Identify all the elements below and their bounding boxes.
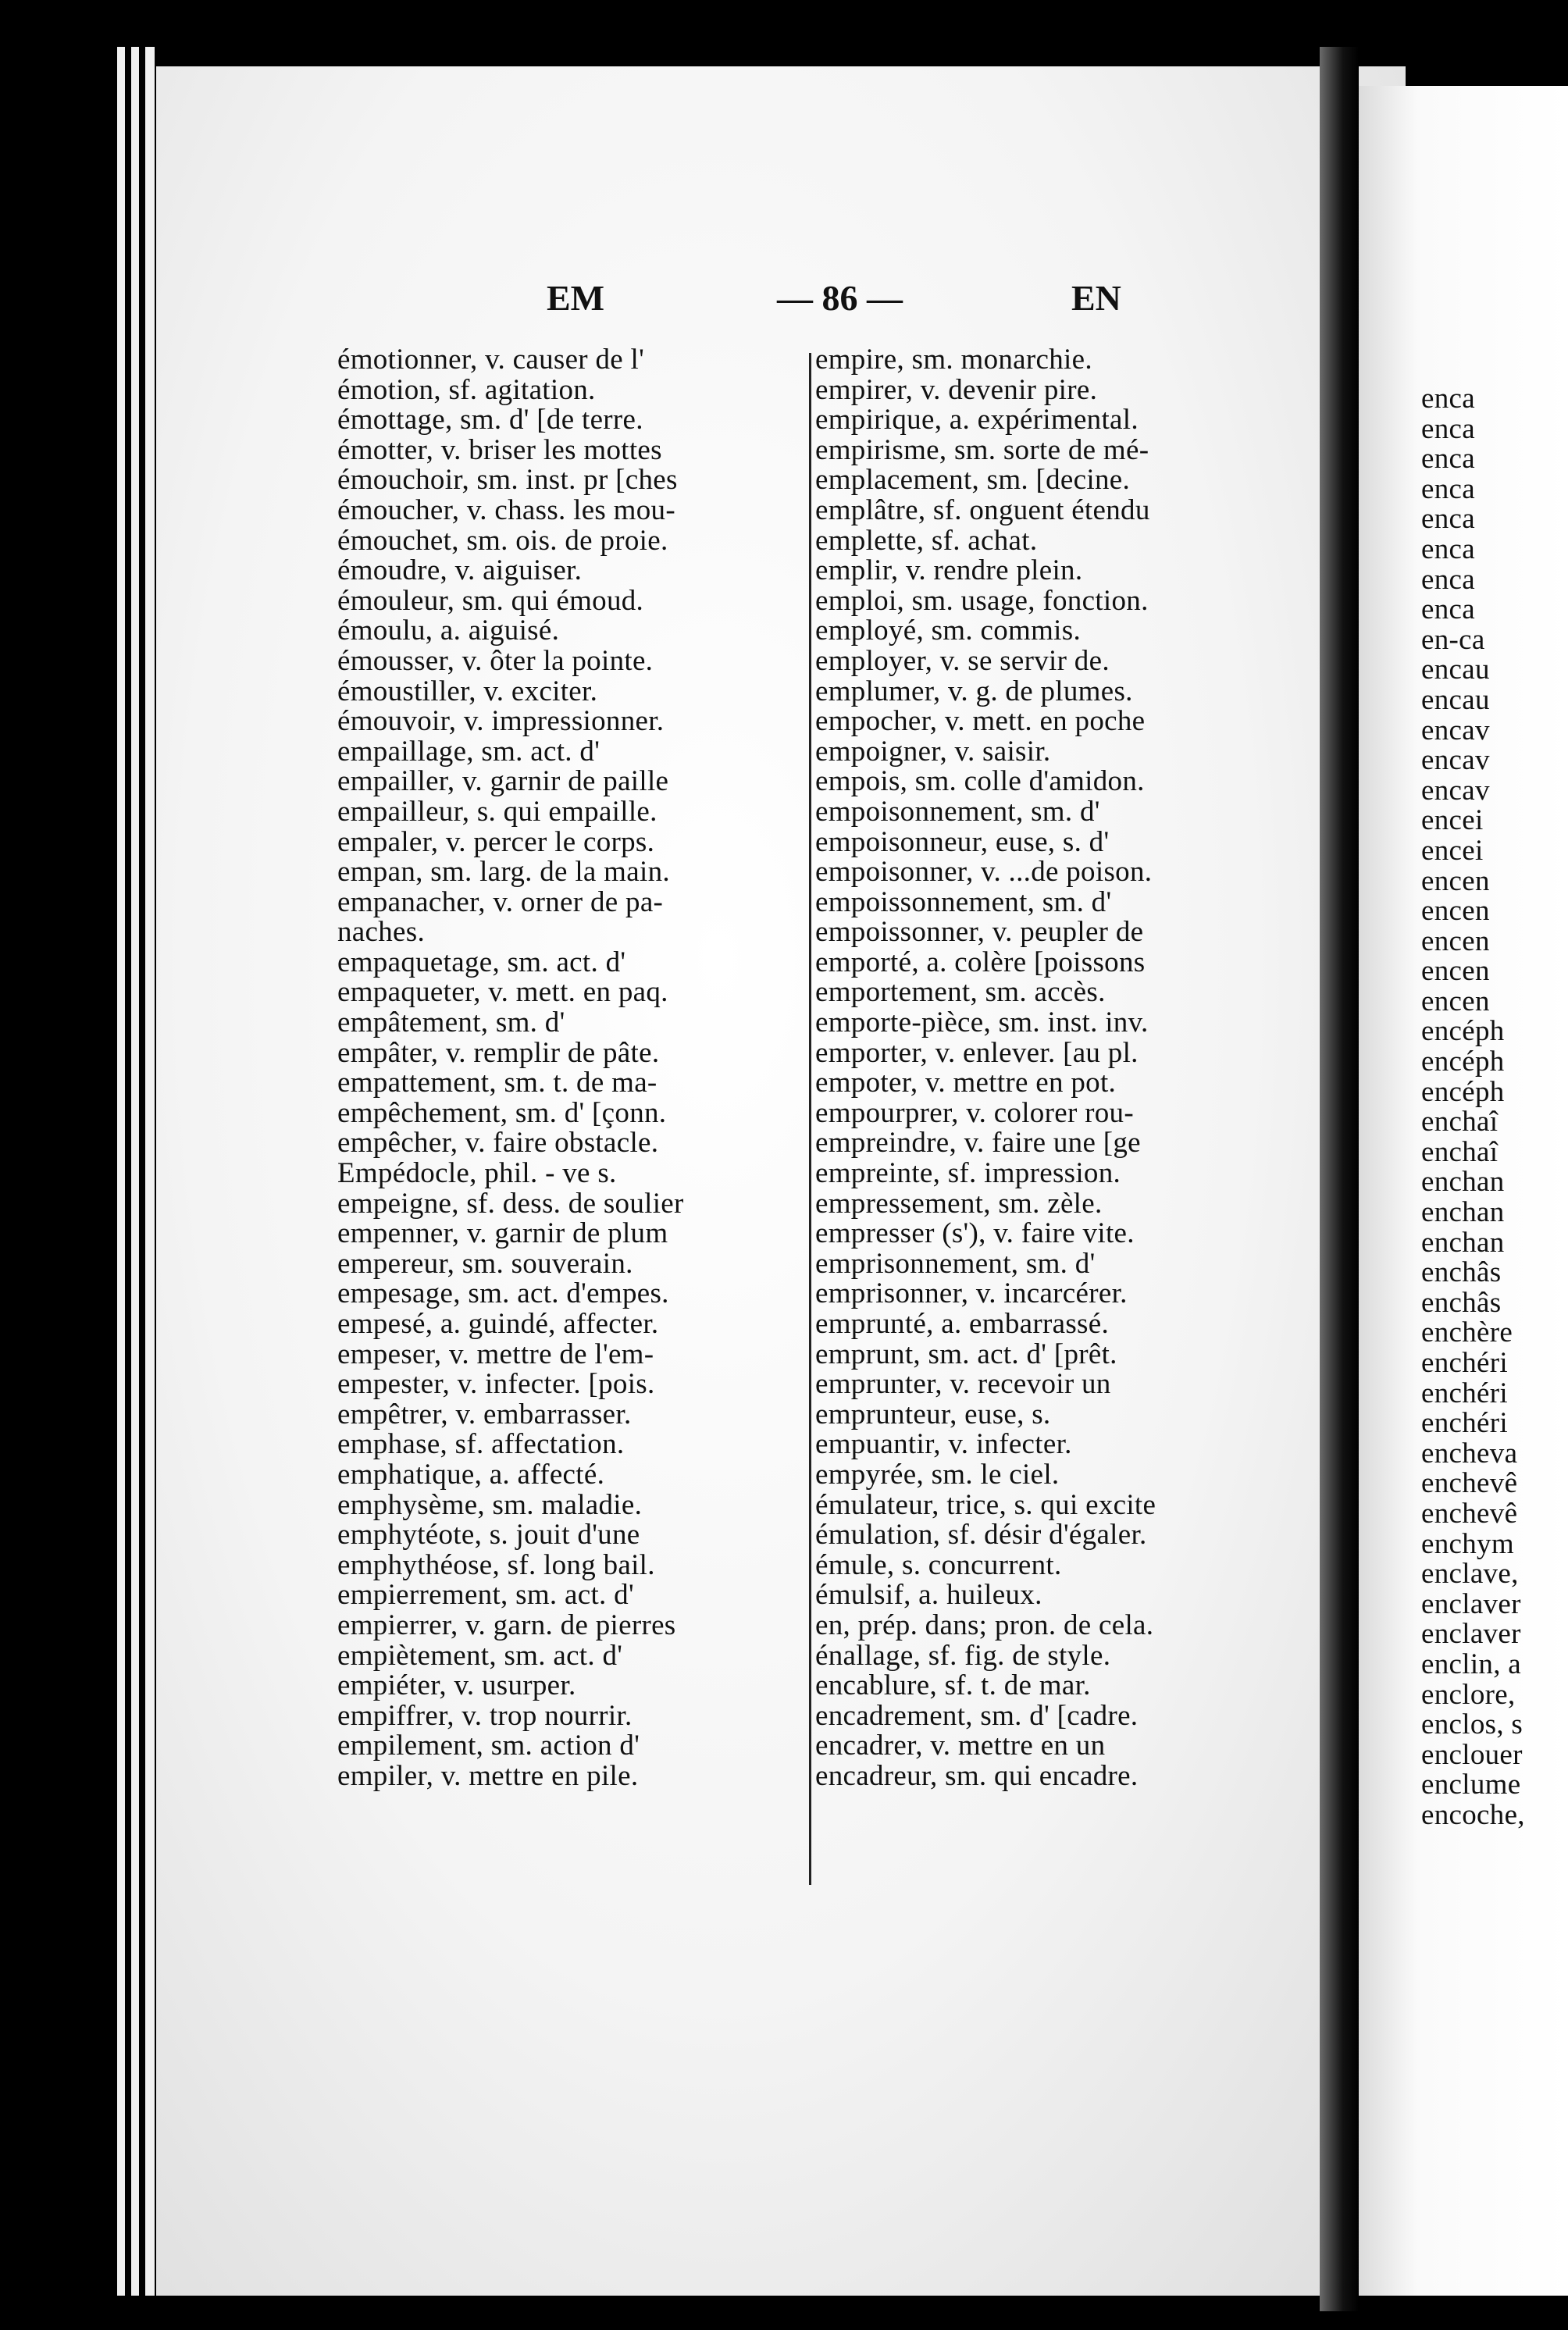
dictionary-entry: employer, v. se servir de. <box>815 644 1110 677</box>
dictionary-entry: empaillage, sm. act. d' <box>337 735 600 768</box>
dictionary-entry: empois, sm. colle d'amidon. <box>815 765 1145 798</box>
dictionary-entry: émotionner, v. causer de l' <box>337 344 645 376</box>
dictionary-entry: emporte-pièce, sm. inst. inv. <box>815 1006 1149 1039</box>
dictionary-entry: empiéter, v. usurper. <box>337 1669 576 1702</box>
dictionary-entry: émouvoir, v. impressionner. <box>337 705 665 738</box>
dictionary-entry: enchaî <box>1421 1135 1499 1168</box>
dictionary-entry: empoissonnement, sm. d' <box>815 885 1112 918</box>
dictionary-entry: emphase, sf. affectation. <box>337 1428 625 1461</box>
dictionary-entry: empierrer, v. garn. de pierres <box>337 1609 676 1641</box>
dictionary-entry: empocher, v. mett. en poche <box>815 705 1146 738</box>
dictionary-entry: encei <box>1421 834 1484 867</box>
column-divider <box>809 353 811 1885</box>
dictionary-entry: énallage, sf. fig. de style. <box>815 1639 1111 1672</box>
dictionary-entry: empoissonner, v. peupler de <box>815 916 1144 949</box>
dictionary-entry: enclouer <box>1421 1738 1523 1771</box>
dictionary-entry: encheva <box>1421 1437 1518 1470</box>
dictionary-entry: empaquetage, sm. act. d' <box>337 946 626 978</box>
dictionary-entry: émotion, sf. agitation. <box>337 373 596 406</box>
dictionary-entry: encoche, <box>1421 1798 1525 1831</box>
dictionary-entry: émule, s. concurrent. <box>815 1548 1062 1581</box>
dictionary-entry: émouchet, sm. ois. de proie. <box>337 524 668 557</box>
dictionary-entry: empressement, sm. zèle. <box>815 1187 1103 1220</box>
dictionary-entry: émottage, sm. d' [de terre. <box>337 404 643 436</box>
dictionary-entry: encablure, sf. t. de mar. <box>815 1669 1091 1702</box>
dictionary-entry: emprunteur, euse, s. <box>815 1398 1051 1430</box>
dictionary-entry: emprunté, a. embarrassé. <box>815 1308 1110 1340</box>
dictionary-entry: enca <box>1421 383 1475 415</box>
dictionary-entry: émoucher, v. chass. les mou- <box>337 493 675 526</box>
dictionary-entry: enchan <box>1421 1166 1505 1199</box>
dictionary-entry: empereur, sm. souverain. <box>337 1247 633 1280</box>
dictionary-entry: empiffrer, v. trop nourrir. <box>337 1699 633 1732</box>
dictionary-entry: empreindre, v. faire une [ge <box>815 1127 1141 1160</box>
dictionary-entry: encadrement, sm. d' [cadre. <box>815 1699 1139 1732</box>
dictionary-entry: empailler, v. garnir de paille <box>337 765 669 798</box>
dictionary-entry: émouleur, sm. qui émoud. <box>337 584 644 617</box>
page-edge <box>117 47 125 2296</box>
dictionary-entry: empourprer, v. colorer rou- <box>815 1096 1134 1129</box>
dictionary-entry: enca <box>1421 443 1475 476</box>
dictionary-entry: encav <box>1421 744 1490 777</box>
dictionary-entry: émouchoir, sm. inst. pr [ches <box>337 464 678 497</box>
dictionary-entry: enclume <box>1421 1769 1521 1801</box>
dictionary-entry: enca <box>1421 503 1475 536</box>
dictionary-entry: empanacher, v. orner de pa- <box>337 885 664 918</box>
dictionary-entry: empoigner, v. saisir. <box>815 735 1051 768</box>
dictionary-entry: enclin, a <box>1421 1648 1522 1680</box>
dictionary-entry: encav <box>1421 714 1490 746</box>
dictionary-entry: émoulu, a. aiguisé. <box>337 615 560 647</box>
dictionary-entry: encéph <box>1421 1015 1505 1048</box>
dictionary-entry: empan, sm. larg. de la main. <box>337 856 670 889</box>
dictionary-entry: enclaver <box>1421 1587 1521 1620</box>
dictionary-entry: empêcher, v. faire obstacle. <box>337 1127 659 1160</box>
dictionary-entry: empuantir, v. infecter. <box>815 1428 1072 1461</box>
dictionary-entry: émotter, v. briser les mottes <box>337 433 662 466</box>
dictionary-entry: empeigne, sf. dess. de soulier <box>337 1187 684 1220</box>
dictionary-entry: émulsif, a. huileux. <box>815 1579 1042 1612</box>
dictionary-entry: enca <box>1421 593 1475 626</box>
page-number: — 86 — <box>777 278 903 318</box>
dictionary-entry: émoustiller, v. exciter. <box>337 675 598 707</box>
dictionary-entry: enclos, s <box>1421 1708 1523 1741</box>
dictionary-entry: encen <box>1421 985 1490 1017</box>
dictionary-entry: empiètement, sm. act. d' <box>337 1639 623 1672</box>
dictionary-entry: emphysème, sm. maladie. <box>337 1488 643 1521</box>
dictionary-entry: empyrée, sm. le ciel. <box>815 1458 1060 1491</box>
dictionary-entry: emplette, sf. achat. <box>815 524 1038 557</box>
page-edge <box>145 47 155 2296</box>
dictionary-entry: empailleur, s. qui empaille. <box>337 795 657 828</box>
dictionary-entry: emploi, sm. usage, fonction. <box>815 584 1149 617</box>
dictionary-entry: emplâtre, sf. onguent étendu <box>815 493 1150 526</box>
dictionary-entry: empoter, v. mettre en pot. <box>815 1067 1117 1099</box>
guide-word-right: EN <box>1071 278 1121 318</box>
dictionary-entry: encei <box>1421 804 1484 837</box>
dictionary-entry: empêtrer, v. embarrasser. <box>337 1398 632 1430</box>
dictionary-entry: emphytéote, s. jouit d'une <box>337 1519 640 1552</box>
dictionary-entry: émulateur, trice, s. qui excite <box>815 1488 1156 1521</box>
dictionary-entry: empesé, a. guindé, affecter. <box>337 1308 659 1340</box>
dictionary-entry: enca <box>1421 563 1475 596</box>
guide-word-left: EM <box>547 278 605 318</box>
dictionary-entry: empilement, sm. action d' <box>337 1730 640 1762</box>
dictionary-entry: emporté, a. colère [poissons <box>815 946 1146 978</box>
dictionary-entry: empaqueter, v. mett. en paq. <box>337 976 668 1009</box>
dictionary-entry: enchaî <box>1421 1106 1499 1138</box>
dictionary-entry: enchère <box>1421 1316 1513 1349</box>
dictionary-entry: empattement, sm. t. de ma- <box>337 1067 657 1099</box>
dictionary-column-right-partial <box>1421 384 1568 1831</box>
dictionary-entry: empresser (s'), v. faire vite. <box>815 1217 1135 1250</box>
dictionary-entry: empire, sm. monarchie. <box>815 344 1092 376</box>
dictionary-entry: émoudre, v. aiguiser. <box>337 554 583 587</box>
dictionary-entry: emprunt, sm. act. d' [prêt. <box>815 1338 1117 1370</box>
dictionary-entry: enchéri <box>1421 1347 1508 1379</box>
dictionary-entry: empâter, v. remplir de pâte. <box>337 1036 660 1069</box>
dictionary-entry: encen <box>1421 955 1490 988</box>
dictionary-entry: emphatique, a. affecté. <box>337 1458 605 1491</box>
dictionary-entry: emporter, v. enlever. [au pl. <box>815 1036 1139 1069</box>
dictionary-entry: empirique, a. expérimental. <box>815 404 1139 436</box>
dictionary-entry: empoisonneur, euse, s. d' <box>815 825 1110 858</box>
dictionary-entry: empiler, v. mettre en pile. <box>337 1759 639 1792</box>
dictionary-entry: emportement, sm. accès. <box>815 976 1106 1009</box>
dictionary-entry: encau <box>1421 654 1490 686</box>
dictionary-entry: enclaver <box>1421 1618 1521 1651</box>
book-gutter <box>1320 47 1359 2311</box>
dictionary-entry: encav <box>1421 774 1490 807</box>
dictionary-entry: naches. <box>337 916 426 949</box>
dictionary-entry: en-ca <box>1421 623 1485 656</box>
dictionary-entry: emplir, v. rendre plein. <box>815 554 1083 587</box>
dictionary-entry: empirisme, sm. sorte de mé- <box>815 433 1149 466</box>
dictionary-entry: emphythéose, sf. long bail. <box>337 1548 655 1581</box>
dictionary-entry: empester, v. infecter. [pois. <box>337 1368 655 1401</box>
dictionary-entry: en, prép. dans; pron. de cela. <box>815 1609 1154 1641</box>
dictionary-entry: encéph <box>1421 1075 1505 1108</box>
dictionary-entry: enchâs <box>1421 1286 1502 1319</box>
dictionary-entry: empâtement, sm. d' <box>337 1006 565 1039</box>
dictionary-entry: enchéri <box>1421 1377 1508 1409</box>
dictionary-entry: emplacement, sm. [decine. <box>815 464 1131 497</box>
dictionary-entry: emprisonnement, sm. d' <box>815 1247 1096 1280</box>
dictionary-entry: enchan <box>1421 1196 1505 1229</box>
dictionary-entry: empaler, v. percer le corps. <box>337 825 655 858</box>
dictionary-entry: employé, sm. commis. <box>815 615 1081 647</box>
dictionary-entry: emprunter, v. recevoir un <box>815 1368 1111 1401</box>
dictionary-entry: Empédocle, phil. - ve s. <box>337 1157 617 1190</box>
dictionary-entry: encadreur, sm. qui encadre. <box>815 1759 1139 1792</box>
dictionary-entry: encen <box>1421 895 1490 928</box>
dictionary-entry: encen <box>1421 864 1490 897</box>
dictionary-entry: enchym <box>1421 1527 1514 1560</box>
dictionary-entry: empêchement, sm. d' [çonn. <box>337 1096 667 1129</box>
dictionary-column-left <box>337 345 821 1792</box>
dictionary-entry: enchan <box>1421 1226 1505 1259</box>
dictionary-column-middle <box>815 345 1299 1792</box>
dictionary-entry: enchevê <box>1421 1467 1518 1500</box>
dictionary-entry: enca <box>1421 412 1475 445</box>
dictionary-entry: empenner, v. garnir de plum <box>337 1217 668 1250</box>
dictionary-entry: empreinte, sf. impression. <box>815 1157 1121 1190</box>
dictionary-entry: enca <box>1421 533 1475 565</box>
dictionary-entry: enchéri <box>1421 1407 1508 1440</box>
dictionary-entry: enclore, <box>1421 1678 1516 1711</box>
dictionary-entry: enchevê <box>1421 1497 1518 1530</box>
dictionary-entry: empirer, v. devenir pire. <box>815 373 1098 406</box>
dictionary-entry: emprisonner, v. incarcérer. <box>815 1277 1128 1310</box>
dictionary-entry: encadrer, v. mettre en un <box>815 1730 1106 1762</box>
dictionary-entry: empesage, sm. act. d'empes. <box>337 1277 669 1310</box>
dictionary-entry: empierrement, sm. act. d' <box>337 1579 634 1612</box>
dictionary-entry: empoisonnement, sm. d' <box>815 795 1100 828</box>
dictionary-entry: emplumer, v. g. de plumes. <box>815 675 1133 707</box>
dictionary-entry: enclave, <box>1421 1558 1519 1591</box>
dictionary-entry: empoisonner, v. ...de poison. <box>815 856 1153 889</box>
dictionary-entry: empeser, v. mettre de l'em- <box>337 1338 654 1370</box>
dictionary-entry: encéph <box>1421 1046 1505 1078</box>
dictionary-entry: émousser, v. ôter la pointe. <box>337 644 654 677</box>
dictionary-entry: encau <box>1421 683 1490 716</box>
dictionary-entry: enchâs <box>1421 1256 1502 1289</box>
page-edge <box>131 47 139 2296</box>
dictionary-entry: encen <box>1421 925 1490 957</box>
dictionary-entry: émulation, sf. désir d'égaler. <box>815 1519 1147 1552</box>
dictionary-entry: enca <box>1421 472 1475 505</box>
